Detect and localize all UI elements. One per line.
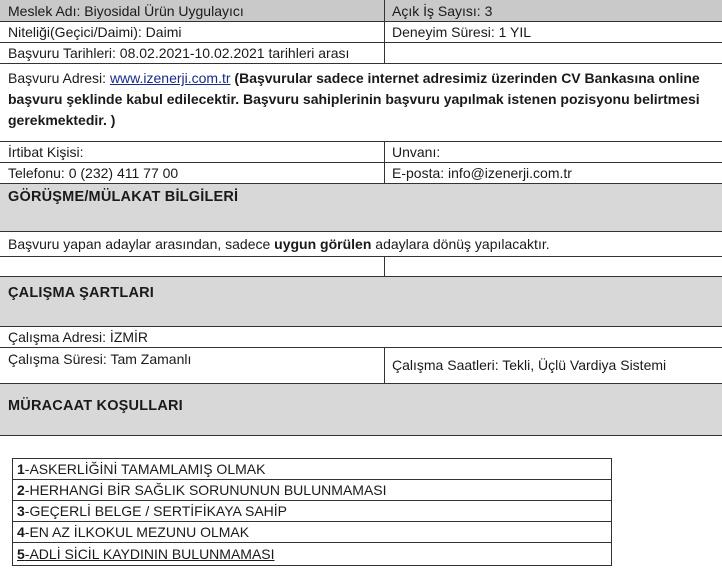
divider xyxy=(384,163,385,183)
row-nitelik xyxy=(0,22,722,43)
gorusme-text-post: adaylara dönüş yapılacaktır. xyxy=(375,236,550,252)
meslek-adi: Meslek Adı: Biyosidal Ürün Uygulayıcı xyxy=(8,2,244,19)
row-gorusme-text xyxy=(0,232,722,257)
row-calisma-adresi xyxy=(0,327,722,348)
list-item xyxy=(13,543,611,564)
calisma-saatleri: Çalışma Saatleri: Tekli, Üçlü Vardiya Sistemi xyxy=(392,357,667,373)
section-gorusme xyxy=(0,184,722,232)
basvuru-adresi-link[interactable]: www.izenerji.com.tr xyxy=(109,70,231,86)
gorusme-text-pre: Başvuru yapan adaylar arasından, sadece xyxy=(8,236,271,252)
telefonu: Telefonu: 0 (232) 411 77 00 xyxy=(8,165,179,181)
row-telefon xyxy=(0,163,722,184)
list-item xyxy=(13,480,611,501)
row-irtibat xyxy=(0,142,722,163)
acik-is-sayisi: Açık İş Sayısı: 3 xyxy=(392,2,493,19)
deneyim-suresi: Deneyim Süresi: 1 YIL xyxy=(392,24,532,40)
requirements-list xyxy=(12,458,612,566)
list-item-number: 1 xyxy=(17,461,25,477)
basvuru-adresi-note: (Başvurular sadece internet adresimiz üzerinden CV Bankasına online başvuru şeklinde kabul edilecektir. Başvuru sahiplerinin başvuru yapılmak istenen pozisyonu belirtmesi gerekmektedir. ) xyxy=(8,70,700,128)
calisma-adresi: Çalışma Adresi: İZMİR xyxy=(8,329,149,345)
basvuru-adresi xyxy=(8,68,714,131)
section-title-gorusme: GÖRÜŞME/MÜLAKAT BİLGİLERİ xyxy=(8,189,239,205)
e-posta: E-posta: info@izenerji.com.tr xyxy=(392,165,572,181)
row-meslek xyxy=(0,0,722,22)
section-muracaat xyxy=(0,384,722,436)
row-empty xyxy=(0,257,722,277)
list-item-number: 3 xyxy=(17,503,25,519)
section-title-muracaat: MÜRACAAT KOŞULLARI xyxy=(8,398,183,414)
list-item-text: -ASKERLİĞİNİ TAMAMLAMIŞ OLMAK xyxy=(24,461,266,477)
list-item-text: -EN AZ İLKOKUL MEZUNU OLMAK xyxy=(24,524,250,540)
section-title-calisma: ÇALIŞMA ŞARTLARI xyxy=(8,285,155,301)
divider xyxy=(384,22,385,42)
divider xyxy=(384,43,385,63)
divider xyxy=(384,0,385,21)
basvuru-tarihleri: Başvuru Tarihleri: 08.02.2021-10.02.2021 tarihleri arası xyxy=(8,45,350,61)
niteligi: Niteliği(Geçici/Daimi): Daimi xyxy=(8,24,182,40)
list-item-text: -ADLİ SİCİL KAYDININ BULUNMAMASI xyxy=(24,545,275,562)
unvani: Unvanı: xyxy=(392,144,441,160)
list-item xyxy=(13,501,611,522)
list-item-number: 5 xyxy=(17,545,25,562)
basvuru-adresi-label: Başvuru Adresi: xyxy=(8,70,110,86)
divider xyxy=(384,142,385,162)
gorusme-text xyxy=(8,232,550,256)
row-basvuru-adresi xyxy=(0,64,722,142)
section-calisma xyxy=(0,277,722,327)
list-item-text: -GEÇERLİ BELGE / SERTİFİKAYA SAHİP xyxy=(24,503,287,519)
list-item-number: 4 xyxy=(17,524,25,540)
list-item xyxy=(13,522,611,543)
calisma-suresi: Çalışma Süresi: Tam Zamanlı xyxy=(8,351,192,367)
row-basvuru-tarihleri xyxy=(0,43,722,64)
list-item-text: -HERHANGİ BİR SAĞLIK SORUNUNUN BULUNMAMASI xyxy=(24,482,387,498)
list-item xyxy=(13,459,611,480)
irtibat-kisisi: İrtibat Kişisi: xyxy=(8,144,84,160)
list-item-number: 2 xyxy=(17,482,25,498)
divider xyxy=(384,348,385,383)
row-calisma-suresi xyxy=(0,348,722,384)
divider xyxy=(384,257,385,276)
gorusme-text-bold: uygun görülen xyxy=(274,236,372,252)
